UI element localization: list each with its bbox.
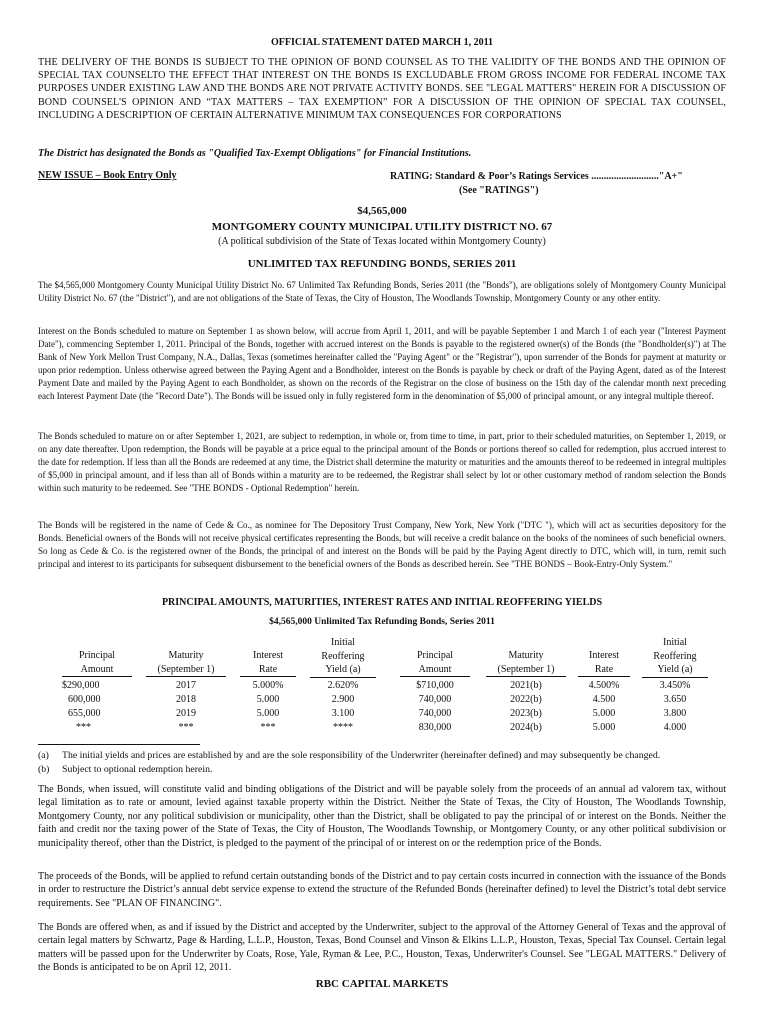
table-cell: 2018 [176, 694, 196, 705]
table-cell: *** [76, 722, 91, 733]
paragraph-use-of-proceeds: The proceeds of the Bonds, will be applied to refund certain outstanding bonds of the District and to pay certain costs incurred in connection with the issuance of the Bonds in order to restructure the District’s annual debt service expense to extend the structure of the Refunded Bonds (hereinafter defined) to level the District’s total debt service requirements. See "PLAN OF FINANCING". [38, 871, 726, 909]
table-cell: 5.000 [592, 708, 616, 719]
table-cell: 740,000 [418, 708, 452, 719]
left-maturity-column [146, 679, 226, 735]
col-interest-header [240, 649, 296, 677]
paragraph-interest: Interest on the Bonds scheduled to mature on September 1 as shown below, will accrue from April 1, 2011, and will be payable September 1 and March 1 of each year ("Interest Payment Date"), commencing September 1, 2011. Principal of the Bonds, together with accrued interest on the Bonds is payable to the registered owner(s) of the Bonds (the "Bondholder(s)") at The Bank of New York Mellon Trust Company, N.A., Dallas, Texas (sometimes hereinafter called the "Paying Agent" or the "Registrar"), upon surrender of the Bonds for payment at maturity or upon prior redemption. Unless otherwise agreed between the Paying Agent and a Bondholder, interest on the Bonds is payable by check or draft of the Paying Agent, dated as of the Interest Payment Date and mailed by the Paying Agent to each Bondholder, as shown on the records of the Registrar on the close of business on the 15th day of the calendar month next preceding each Interest Payment Date (the "Record Date"). The Bonds will be issued only in fully registered form in the denomination of $5,000 of principal amount, or any integral multiple thereof. [38, 326, 726, 401]
header-text: Rate [240, 663, 296, 678]
table-cell: 830,000 [418, 722, 452, 733]
col-principal-header [400, 649, 470, 677]
header-text: (September 1) [486, 663, 566, 678]
table-cell: 4.000 [663, 722, 687, 733]
paragraph-obligations: The $4,565,000 Montgomery County Municipal Utility District No. 67 Unlimited Tax Refunding Bonds, Series 2011 (the "Bonds"), are obligations solely of Montgomery County Municipal Utility District No. 67 (the "District"), and are not obligations of the State of Texas, the City of Houston, The Woodlands Township, Montgomery County or any other entity. [38, 280, 726, 303]
header-text: Yield (a) [310, 663, 376, 678]
header-text: Interest [589, 650, 619, 661]
header-text: Yield (a) [642, 663, 708, 678]
underwriter-footer: RBC CAPITAL MARKETS [315, 978, 449, 990]
footnote-key: (b) [38, 764, 50, 775]
table-cell: 2024(b) [510, 722, 542, 733]
header-text: (September 1) [146, 663, 226, 678]
header-text: Reoffering [321, 650, 365, 662]
table-subtitle: $4,565,000 Unlimited Tax Refunding Bonds, Series 2011 [269, 617, 495, 627]
right-amount-column [400, 679, 470, 735]
table-cell: 5.000 [256, 708, 280, 719]
table-cell: 3.450% [659, 680, 691, 691]
tax-exempt-designation: The District has designated the Bonds as "Qualified Tax-Exempt Obligations" for Financial Institutions. [38, 148, 472, 159]
header-text: Rate [578, 663, 630, 678]
left-rate-column [240, 679, 296, 735]
table-cell: $290,000 [62, 680, 100, 691]
district-subdivision: (A political subdivision of the State of Texas located within Montgomery County) [218, 236, 546, 247]
paragraph-security: The Bonds, when issued, will constitute valid and binding obligations of the District and will be payable solely from the proceeds of an annual ad valorem tax, without legal limitation as to rate or amount, levied against taxable property within the District. Neither the State of Texas, the City of Houston, The Woodlands Township, Montgomery County, nor any political subdivision or municipality, other than the District, shall be obligated to pay the principal of or interest on the Bonds. Neither the faith and credit nor the taxing power of the State of Texas, the City of Houston, The Woodlands Township, or Montgomery County, or any other political subdivision or municipality thereof, other than the District, is pledged to the payment of the principal of or interest on or the redemption price of the Bonds. [38, 784, 726, 849]
header-text: Principal [78, 650, 116, 661]
rating-line: RATING: Standard & Poor’s Ratings Services ..........................."A+" [390, 171, 683, 182]
issue-amount: $4,565,000 [357, 205, 407, 217]
table-cell: 5.000% [252, 680, 284, 691]
col-principal-header [62, 649, 132, 677]
table-cell: 5.000 [592, 722, 616, 733]
col-maturity-header [146, 649, 226, 677]
header-text: Interest [253, 650, 283, 661]
table-cell: 5.000 [256, 694, 280, 705]
table-cell: 2022(b) [510, 694, 542, 705]
footnote-divider [38, 744, 200, 745]
table-cell: 3.800 [663, 708, 687, 719]
header-text: Reoffering [653, 650, 697, 662]
header-text: Maturity [508, 650, 544, 661]
col-maturity-header [486, 649, 566, 677]
rating-see-ref: (See "RATINGS") [459, 185, 539, 196]
paragraph-book-entry: The Bonds will be registered in the name of Cede & Co., as nominee for The Depository Trust Company, New York, New York ("DTC "), which will act as securities depository for the Bonds. Beneficial owners of the Bonds will not receive physical certificates representing the Bonds, but will receive a credit balance on the books of the nominees of such beneficial owners. So long as Cede & Co. is the registered owner of the Bonds, the principal of and interest on the Bonds will be paid by the Paying Agent directly to DTC, which will, in turn, remit such principal and interest to its participants for subsequent disbursement to the beneficial owners of the Bonds as described herein. See "THE BONDS – Book-Entry-Only System." [38, 520, 726, 569]
footnote-text: Subject to optional redemption herein. [62, 764, 213, 775]
left-yield-column [310, 679, 376, 735]
header-text: Principal [416, 650, 454, 661]
table-cell: *** [178, 722, 194, 733]
table-cell: 3.100 [331, 708, 355, 719]
table-cell: 2.620% [327, 680, 359, 691]
district-name: MONTGOMERY COUNTY MUNICIPAL UTILITY DISTRICT NO. 67 [211, 221, 553, 233]
table-cell: *** [260, 722, 276, 733]
table-cell: 3.650 [663, 694, 687, 705]
table-cell: 2.900 [331, 694, 355, 705]
new-issue-label: NEW ISSUE – Book Entry Only [38, 170, 177, 181]
right-rate-column [578, 679, 630, 735]
col-yield-header [642, 636, 708, 678]
header-text: Amount [62, 663, 132, 678]
table-cell: 4.500 [592, 694, 616, 705]
header-text: Initial [663, 637, 687, 648]
footnote-a [38, 749, 726, 762]
table-cell: 2023(b) [510, 708, 542, 719]
footnote-key: (a) [38, 750, 49, 761]
col-interest-header [578, 649, 630, 677]
table-title: PRINCIPAL AMOUNTS, MATURITIES, INTEREST RATES AND INITIAL REOFFERING YIELDS [161, 597, 603, 608]
rating-block [390, 170, 730, 198]
table-cell: 2021(b) [510, 680, 542, 691]
header-text: Initial [331, 637, 355, 648]
header-text: Maturity [168, 650, 204, 661]
footnote-text: The initial yields and prices are established by and are the sole responsibility of the Underwriter (hereinafter defined) and may subsequently be changed. [62, 750, 661, 761]
document-header: OFFICIAL STATEMENT DATED MARCH 1, 2011 [270, 37, 494, 48]
table-cell: 740,000 [418, 694, 452, 705]
header-text: Amount [400, 663, 470, 678]
table-cell: 655,000 [68, 708, 101, 719]
table-cell: 4.500% [588, 680, 620, 691]
col-yield-header [310, 636, 376, 678]
table-cell: 2017 [176, 680, 196, 691]
footnote-b [38, 763, 726, 776]
paragraph-redemption: The Bonds scheduled to mature on or after September 1, 2021, are subject to redemption, in whole or, from time to time, in part, prior to their scheduled maturities, on September 1, 2019, or on any date thereafter. Upon redemption, the Bonds will be payable at a price equal to the principal amount of the Bonds or portions thereof so called for redemption, plus accrued interest to the date for redemption. If less than all the Bonds are redeemed at any time, the District shall determine the maturity or maturities and the amounts thereof to be redeemed in integral multiples of $5,000 in principal amount, and if less than all of Bonds within a maturity are to be redeemed, the Registrar shall select by lot or other customary method of random selection the Bonds within such maturity to be redeemed. See "THE BONDS - Optional Redemption" herein. [38, 431, 726, 493]
table-cell: $710,000 [416, 680, 454, 691]
table-cell: **** [333, 722, 353, 733]
right-yield-column [642, 679, 708, 735]
series-title: UNLIMITED TAX REFUNDING BONDS, SERIES 2011 [247, 258, 517, 270]
right-maturity-column [486, 679, 566, 735]
paragraph-offering: The Bonds are offered when, as and if issued by the District and accepted by the Underwriter, subject to the approval of the Attorney General of Texas and the approval of certain legal matters by Schwartz, Page & Harding, L.L.P., Houston, Texas, Bond Counsel and Vinson & Elkins L.L.P., Houston, Texas, Special Tax Counsel. Certain legal matters will be passed upon for the Underwriter by Coats, Rose, Yale, Ryman & Lee, P.C., Houston, Texas, Underwriter's Counsel. See "LEGAL MATTERS." Delivery of the Bonds is anticipated to be on April 12, 2011. [38, 922, 726, 974]
left-amount-column [62, 679, 132, 735]
legal-notice: THE DELIVERY OF THE BONDS IS SUBJECT TO THE OPINION OF BOND COUNSEL AS TO THE VALIDITY OF THE BONDS AND THE OPINION OF SPECIAL TAX COUNSELTO THE EFFECT THAT INTEREST ON THE BONDS IS EXCLUDABLE FROM GROSS INCOME FOR FEDERAL INCOME TAX PURPOSES UNDER EXISTING LAW AND THE BONDS ARE NOT PRIVATE ACTIVITY BONDS. SEE "LEGAL MATTERS" HEREIN FOR A DISCUSSION OF BOND COUNSEL'S OPINION AND “TAX MATTERS – TAX EXEMPTION” FOR A DISCUSSION OF THE OPINION OF SPECIAL TAX COUNSEL, INCLUDING A DESCRIPTION OF CERTAIN ALTERNATIVE MINIMUM TAX CONSEQUENCES FOR CORPORATIONS [38, 57, 726, 121]
table-cell: 600,000 [68, 694, 101, 705]
table-cell: 2019 [176, 708, 196, 719]
